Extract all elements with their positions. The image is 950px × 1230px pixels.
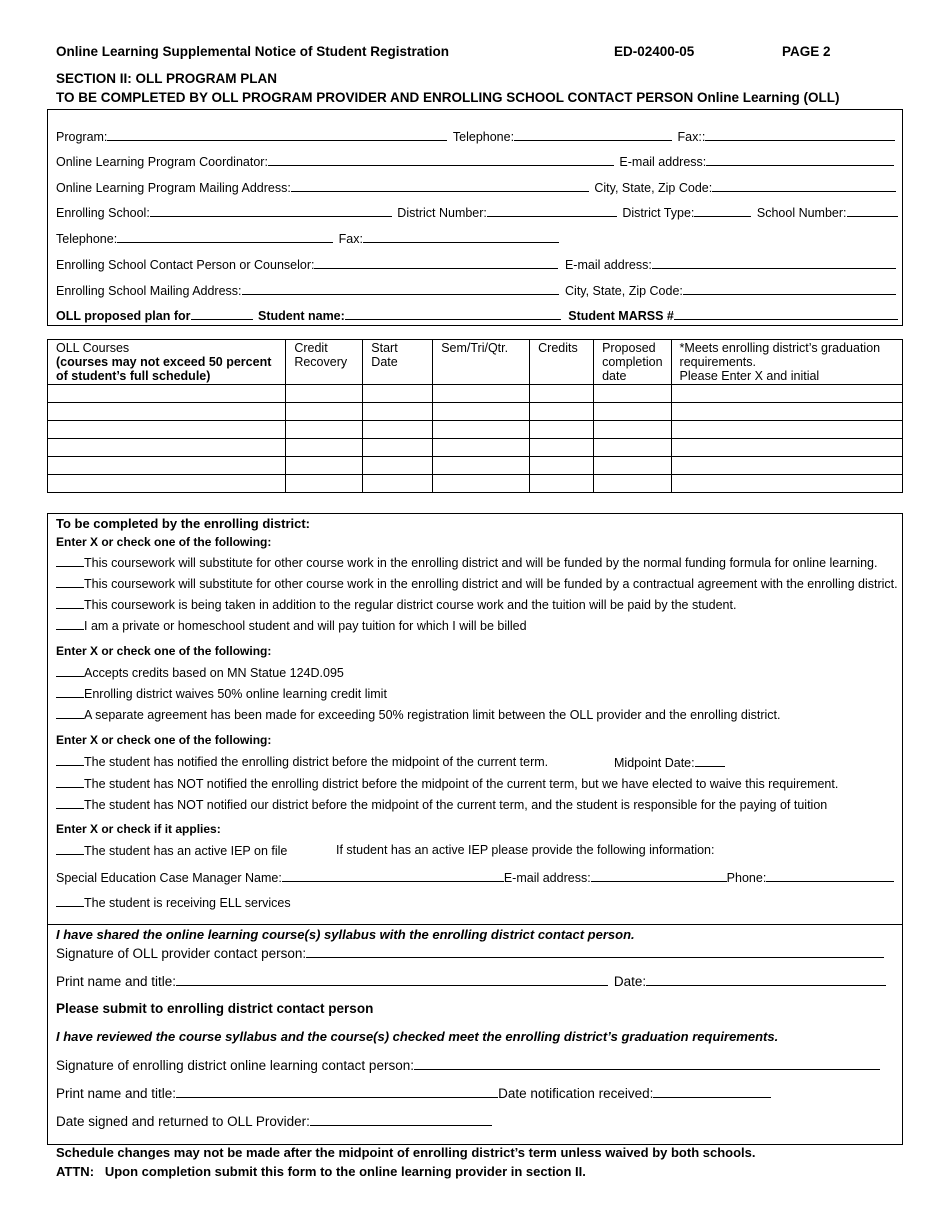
fax-label: Fax:: <box>677 130 706 144</box>
table-cell[interactable] <box>433 385 530 403</box>
sig-provider-field[interactable] <box>306 945 884 958</box>
telephone-label: Telephone: <box>452 130 515 144</box>
school-mailing-field[interactable] <box>242 282 559 295</box>
option-text: The student is receiving ELL services <box>84 896 291 910</box>
table-header-row <box>48 340 903 385</box>
school-number-field[interactable] <box>847 204 898 217</box>
district-number-label: District Number: <box>397 206 487 220</box>
checkbox-blank[interactable] <box>56 597 84 609</box>
city2-label: City, State, Zip Code: <box>565 284 683 298</box>
midpoint-label: Midpoint Date: <box>614 756 695 770</box>
email2-field[interactable] <box>652 256 896 269</box>
date-signed-label: Date signed and returned to OLL Provider: <box>56 1114 310 1129</box>
mailing-field[interactable] <box>291 179 589 192</box>
checkbox-blank[interactable] <box>56 754 84 766</box>
option-row <box>56 707 780 722</box>
table-cell[interactable] <box>48 421 286 439</box>
table-cell[interactable] <box>286 385 363 403</box>
sig-provider-row <box>56 945 884 961</box>
page-number: PAGE 2 <box>782 44 831 59</box>
enrolling-school-label: Enrolling School: <box>56 206 150 220</box>
table-cell[interactable] <box>671 385 902 403</box>
table-cell[interactable] <box>286 421 363 439</box>
table-cell[interactable] <box>671 403 902 421</box>
col-credit-recovery: Credit Recovery <box>286 340 363 385</box>
option-row <box>56 776 838 791</box>
checkbox-blank[interactable] <box>56 665 84 677</box>
coordinator-field[interactable] <box>268 153 614 166</box>
option-text: This coursework will substitute for other course work in the enrolling district and will be funded by a contractual agreement with the enrolling district. <box>84 577 898 591</box>
table-cell[interactable] <box>530 475 594 493</box>
option-row <box>56 754 548 769</box>
table-row <box>48 439 903 457</box>
table-row <box>48 421 903 439</box>
option-row <box>56 618 527 633</box>
student-marss-field[interactable] <box>674 307 898 320</box>
contact-person-field[interactable] <box>314 256 558 269</box>
option-text: Enrolling district waives 50% online learning credit limit <box>84 687 387 701</box>
contact-person-row <box>56 256 896 272</box>
mailing-row <box>56 179 896 195</box>
contact-person-label: Enrolling School Contact Person or Counselor: <box>56 258 315 272</box>
option-text: The student has notified the enrolling district before the midpoint of the current term. <box>84 755 549 769</box>
sig-district-label: Signature of enrolling district online learning contact person: <box>56 1058 414 1073</box>
col-meets-requirements: *Meets enrolling district’s graduation requirements. Please Enter X and initial <box>671 340 902 385</box>
col-sem-tri-qtr: Sem/Tri/Qtr. <box>433 340 530 385</box>
school-mailing-row <box>56 282 896 298</box>
sig-provider-label: Signature of OLL provider contact person: <box>56 946 307 961</box>
option-text: A separate agreement has been made for exceeding 50% registration limit between the OLL provider and the enrolling district. <box>84 708 781 722</box>
form-title: Online Learning Supplemental Notice of Student Registration <box>56 44 450 59</box>
option-text: The student has NOT notified our district before the midpoint of the current term, and the student is responsible for the paying of tuition <box>84 798 828 812</box>
table-cell[interactable] <box>433 439 530 457</box>
midpoint-field[interactable] <box>695 754 725 767</box>
divider <box>47 924 903 925</box>
option-row <box>56 843 287 858</box>
school-mailing-label: Enrolling School Mailing Address: <box>56 284 242 298</box>
table-cell[interactable] <box>433 403 530 421</box>
shared-statement: I have shared the online learning course(s) syllabus with the enrolling district contact person. <box>56 927 635 942</box>
courses-table <box>47 339 903 493</box>
program-label: Program: <box>56 130 108 144</box>
footer-attn: ATTN: Upon completion submit this form to the online learning provider in section II. <box>56 1164 586 1179</box>
table-cell[interactable] <box>363 475 433 493</box>
option-row <box>56 895 291 910</box>
city-field[interactable] <box>712 179 896 192</box>
table-cell[interactable] <box>594 475 671 493</box>
col-start-date: Start Date <box>363 340 433 385</box>
col-oll-courses: OLL Courses (courses may not exceed 50 percent of student’s full schedule) <box>48 340 286 385</box>
table-cell[interactable] <box>671 457 902 475</box>
enter-instruction-1: Enter X or check one of the following: <box>56 535 272 549</box>
option-text: The student has an active IEP on file <box>84 844 288 858</box>
email3-field[interactable] <box>591 869 727 882</box>
option-text: I am a private or homeschool student and will pay tuition for which I will be billed <box>84 619 527 633</box>
option-text: Accepts credits based on MN Statue 124D.095 <box>84 666 344 680</box>
table-row <box>48 403 903 421</box>
phone-label: Phone: <box>726 871 767 885</box>
table-cell[interactable] <box>433 475 530 493</box>
enrolling-school-row <box>56 204 898 220</box>
checkbox-blank[interactable] <box>56 686 84 698</box>
print-name-label: Print name and title: <box>56 974 177 989</box>
table-cell[interactable] <box>433 457 530 475</box>
checkbox-blank[interactable] <box>56 843 84 855</box>
date-label: Date: <box>613 974 647 989</box>
mailing-label: Online Learning Program Mailing Address: <box>56 181 291 195</box>
table-cell[interactable] <box>363 403 433 421</box>
table-cell[interactable] <box>48 475 286 493</box>
midpoint-date <box>614 754 725 770</box>
telephone2-field[interactable] <box>117 230 333 243</box>
email3-label: E-mail address: <box>503 871 591 885</box>
telephone-field[interactable] <box>514 128 672 141</box>
table-cell[interactable] <box>363 439 433 457</box>
print-name-row <box>56 973 886 989</box>
checkbox-blank[interactable] <box>56 555 84 567</box>
table-cell[interactable] <box>363 385 433 403</box>
table-cell[interactable] <box>48 403 286 421</box>
table-cell[interactable] <box>286 475 363 493</box>
table-row <box>48 475 903 493</box>
program-field[interactable] <box>107 128 447 141</box>
print-name2-label: Print name and title: <box>56 1086 177 1101</box>
date-received-field[interactable] <box>653 1085 771 1098</box>
table-cell[interactable] <box>530 439 594 457</box>
case-manager-label: Special Education Case Manager Name: <box>56 871 282 885</box>
table-cell[interactable] <box>530 421 594 439</box>
option-row <box>56 576 898 591</box>
date-received-label: Date notification received: <box>498 1086 654 1101</box>
print-name2-field[interactable] <box>176 1085 498 1098</box>
district-type-label: District Type: <box>622 206 695 220</box>
option-row <box>56 555 877 570</box>
checkbox-blank[interactable] <box>56 895 84 907</box>
table-cell[interactable] <box>48 457 286 475</box>
col-credits: Credits <box>530 340 594 385</box>
table-cell[interactable] <box>671 475 902 493</box>
table-cell[interactable] <box>671 439 902 457</box>
district-number-field[interactable] <box>487 204 617 217</box>
option-text: This coursework will substitute for other course work in the enrolling district and will be funded by the normal funding formula for online learning. <box>84 556 878 570</box>
table-cell[interactable] <box>530 403 594 421</box>
reviewed-statement: I have reviewed the course syllabus and the course(s) checked meet the enrolling district’s graduation requirements. <box>56 1029 779 1044</box>
checkbox-blank[interactable] <box>56 797 84 809</box>
table-cell[interactable] <box>530 385 594 403</box>
form-code: ED-02400-05 <box>614 44 695 59</box>
table-cell[interactable] <box>594 439 671 457</box>
date-signed-row <box>56 1113 492 1129</box>
table-row <box>48 457 903 475</box>
checkbox-blank[interactable] <box>56 776 84 788</box>
telephone-row <box>56 230 559 246</box>
case-manager-field[interactable] <box>282 869 504 882</box>
enter-instruction-4: Enter X or check if it applies: <box>56 822 221 836</box>
section-subtitle: TO BE COMPLETED BY OLL PROGRAM PROVIDER AND ENROLLING SCHOOL CONTACT PERSON Online Learning (OLL) <box>56 90 840 105</box>
proposed-plan-label: OLL proposed plan for <box>56 309 191 323</box>
telephone2-label: Telephone: <box>56 232 118 246</box>
checkbox-blank[interactable] <box>56 576 84 588</box>
student-marss-label: Student MARSS # <box>568 309 674 323</box>
case-manager-row <box>56 869 894 885</box>
table-cell[interactable] <box>286 439 363 457</box>
table-cell[interactable] <box>594 385 671 403</box>
coordinator-row <box>56 153 894 169</box>
col-proposed-completion: Proposed completion date <box>594 340 671 385</box>
city2-field[interactable] <box>683 282 896 295</box>
print-name2-row <box>56 1085 771 1101</box>
table-cell[interactable] <box>48 385 286 403</box>
option-text: The student has NOT notified the enrolling district before the midpoint of the current term, but we have elected to waive this requirement. <box>84 777 839 791</box>
table-cell[interactable] <box>363 421 433 439</box>
checkbox-blank[interactable] <box>56 618 84 630</box>
iep-info-text: If student has an active IEP please provide the following information: <box>336 843 715 857</box>
option-row <box>56 686 387 701</box>
table-cell[interactable] <box>594 457 671 475</box>
table-cell[interactable] <box>286 403 363 421</box>
table-cell[interactable] <box>363 457 433 475</box>
enrolling-school-field[interactable] <box>150 204 392 217</box>
date-field[interactable] <box>646 973 886 986</box>
sig-district-field[interactable] <box>414 1057 880 1070</box>
sig-district-row <box>56 1057 880 1073</box>
checkbox-blank[interactable] <box>56 707 84 719</box>
fax-field[interactable] <box>705 128 895 141</box>
proposed-plan-row <box>56 307 898 323</box>
option-row <box>56 797 827 812</box>
table-cell[interactable] <box>594 421 671 439</box>
option-row <box>56 597 736 612</box>
school-number-label: School Number: <box>756 206 847 220</box>
date-signed-field[interactable] <box>310 1113 492 1126</box>
enter-instruction-2: Enter X or check one of the following: <box>56 644 272 658</box>
table-cell[interactable] <box>433 421 530 439</box>
table-row <box>48 385 903 403</box>
print-name-field[interactable] <box>176 973 608 986</box>
footer-note: Schedule changes may not be made after the midpoint of enrolling district’s term unless waived by both schools. <box>56 1145 756 1160</box>
fax2-field[interactable] <box>363 230 559 243</box>
table-cell[interactable] <box>530 457 594 475</box>
email-field[interactable] <box>706 153 894 166</box>
fax2-label: Fax: <box>338 232 363 246</box>
table-cell[interactable] <box>48 439 286 457</box>
proposed-plan-field[interactable] <box>191 307 253 320</box>
table-cell[interactable] <box>286 457 363 475</box>
phone-field[interactable] <box>766 869 894 882</box>
district-heading: To be completed by the enrolling district: <box>56 516 311 531</box>
email-label: E-mail address: <box>619 155 707 169</box>
enter-instruction-3: Enter X or check one of the following: <box>56 733 272 747</box>
student-name-field[interactable] <box>345 307 561 320</box>
city-label: City, State, Zip Code: <box>594 181 713 195</box>
coordinator-label: Online Learning Program Coordinator: <box>56 155 268 169</box>
student-name-label: Student name: <box>257 309 345 323</box>
district-type-field[interactable] <box>694 204 751 217</box>
email2-label: E-mail address: <box>564 258 652 272</box>
option-text: This coursework is being taken in addition to the regular district course work and the tuition will be paid by the student. <box>84 598 737 612</box>
table-cell[interactable] <box>671 421 902 439</box>
please-submit: Please submit to enrolling district contact person <box>56 1001 374 1016</box>
table-cell[interactable] <box>594 403 671 421</box>
program-row <box>56 128 895 144</box>
option-row <box>56 665 344 680</box>
section-title: SECTION II: OLL PROGRAM PLAN <box>56 71 278 86</box>
